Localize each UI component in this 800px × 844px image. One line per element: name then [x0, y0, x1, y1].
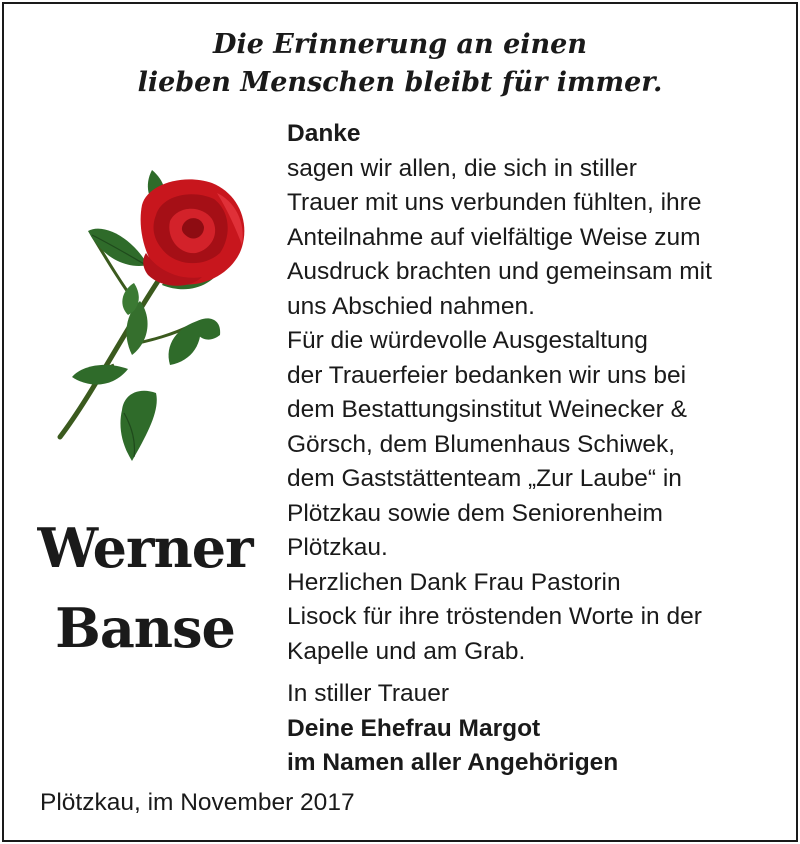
deceased-first-name: Werner — [37, 516, 253, 580]
message-line: Görsch, dem Blumenhaus Schiwek, — [287, 430, 676, 458]
message-line: dem Bestattungsinstitut Weinecker & — [287, 396, 687, 423]
message-line: Plötzkau. — [287, 534, 388, 561]
message-line: dem Gaststättenteam „Zur Laube“ in — [287, 465, 682, 492]
message-line: Für die würdevolle Ausgestaltung — [287, 327, 648, 354]
message-line: Anteilnahme auf vielfältige Weise zum — [287, 223, 701, 251]
message-line: Kapelle und am Grab. — [287, 637, 526, 665]
message-block — [287, 117, 787, 781]
motto-line-2: lieben Menschen bleibt für immer. — [137, 67, 663, 98]
message-line: der Trauerfeier bedanken wir uns bei — [287, 361, 687, 389]
spacer — [287, 669, 787, 677]
message-line: Trauer mit uns verbunden fühlten, ihre — [287, 189, 702, 216]
message-line: uns Abschied nahmen. — [287, 292, 535, 320]
place-date: Plötzkau, im November 2017 — [40, 789, 355, 816]
signature-line-1: Deine Ehefrau Margot — [287, 714, 541, 742]
message-line: Plötzkau sowie dem Seniorenheim — [287, 499, 663, 527]
deceased-last-name: Banse — [55, 596, 235, 660]
message-line: Herzlichen Dank Frau Pastorin — [287, 568, 621, 596]
motto — [0, 26, 800, 102]
message-heading: Danke — [287, 120, 361, 147]
signature-intro: In stiller Trauer — [287, 680, 450, 707]
signature-line-2: im Namen aller Angehörigen — [287, 749, 619, 776]
motto-line-1: Die Erinnerung an einen — [213, 29, 587, 60]
message-line: sagen wir allen, die sich in stiller — [287, 154, 637, 182]
red-rose-icon — [52, 165, 267, 470]
message-line: Lisock für ihre tröstenden Worte in der — [287, 603, 702, 630]
message-line: Ausdruck brachten und gemeinsam mit — [287, 258, 712, 285]
